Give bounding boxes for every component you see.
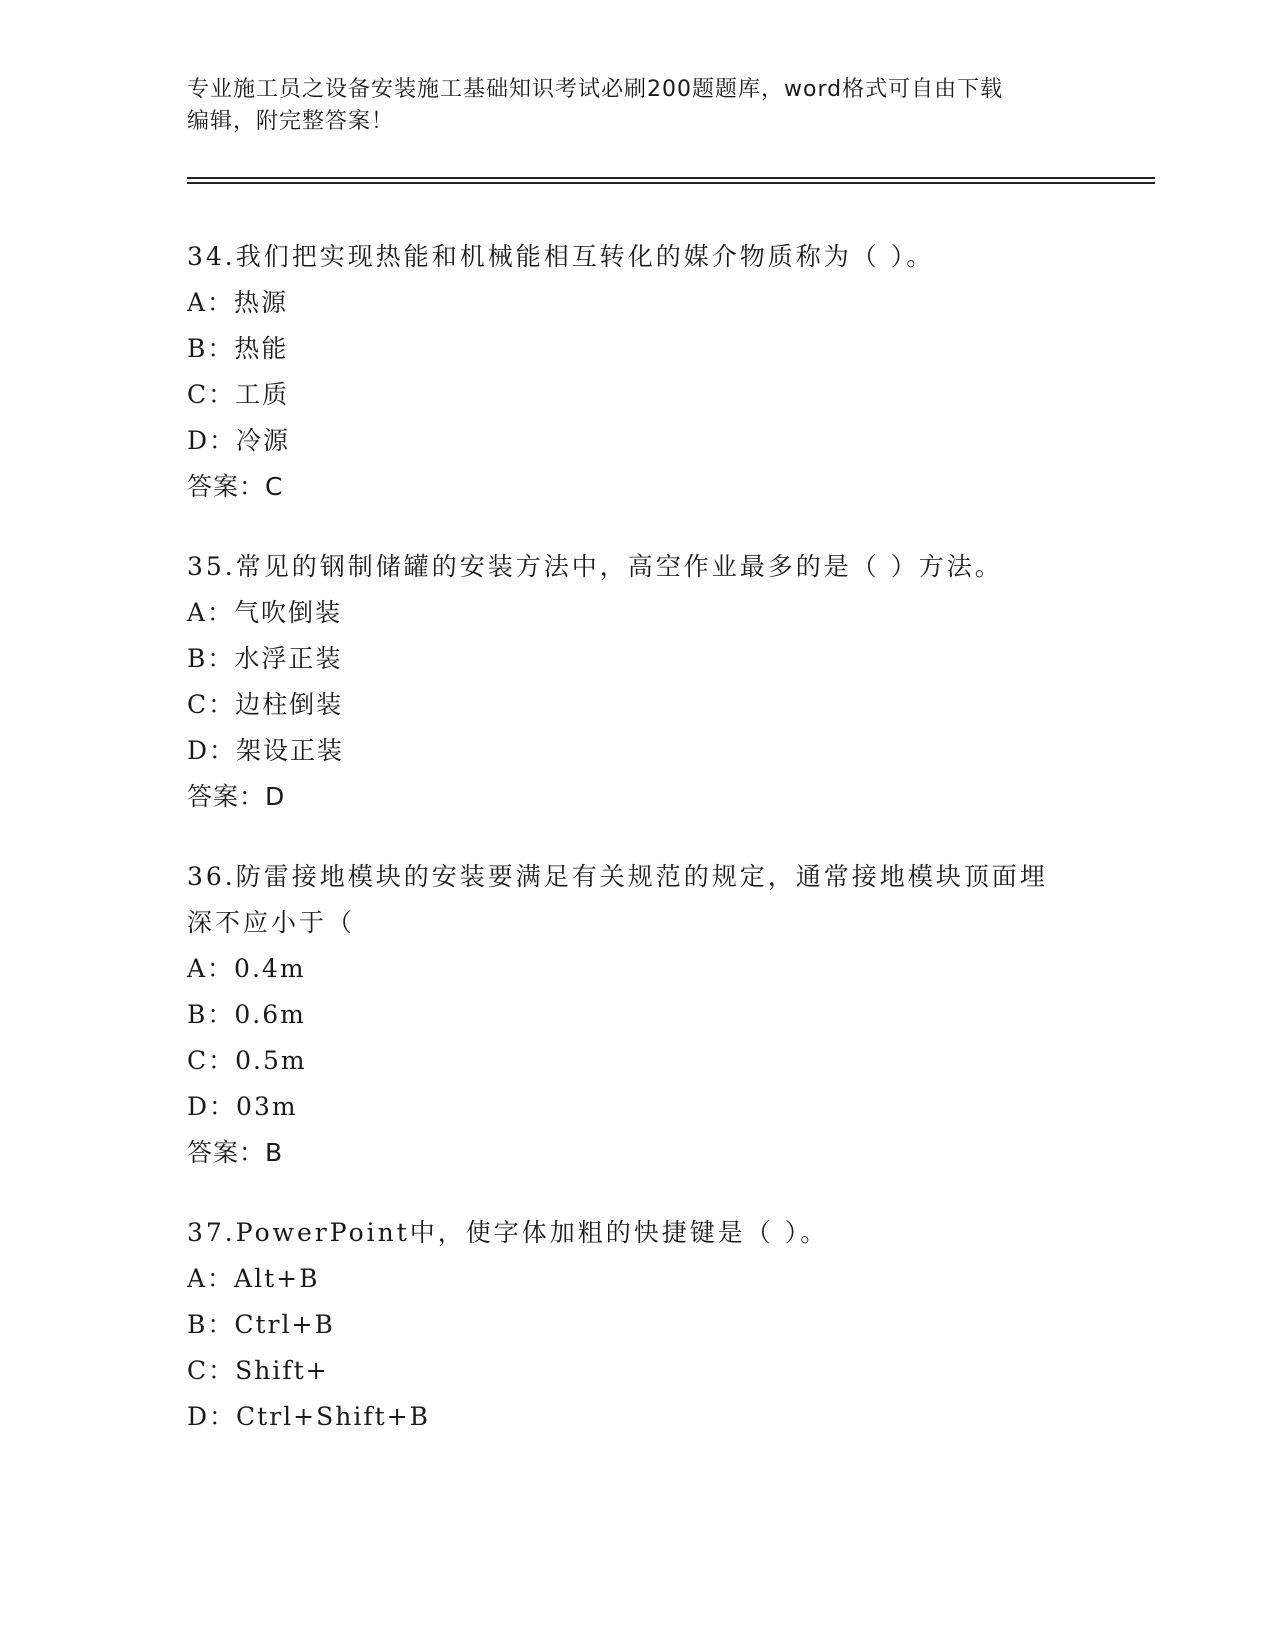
option-c: C：0.5m bbox=[187, 1046, 307, 1075]
option-a: A：热源 bbox=[187, 288, 289, 317]
question-stem: 37.PowerPoint中，使字体加粗的快捷键是（ ）。 bbox=[187, 1218, 829, 1247]
question-stem-line-1: 36.防雷接地模块的安装要满足有关规范的规定，通常接地模块顶面埋 bbox=[187, 862, 1048, 891]
option-a: A：Alt+B bbox=[187, 1264, 320, 1293]
option-c: C：工质 bbox=[187, 380, 290, 409]
answer-line: 答案：D bbox=[187, 782, 286, 811]
answer-line: 答案：C bbox=[187, 472, 284, 501]
option-b: B：0.6m bbox=[187, 1000, 306, 1029]
option-d: D：架设正装 bbox=[187, 736, 345, 765]
option-d: D：03m bbox=[187, 1092, 298, 1121]
header-line-1: 专业施工员之设备安装施工基础知识考试必刷200题题库，word格式可自由下载 bbox=[187, 77, 1004, 102]
header-divider-top bbox=[187, 177, 1155, 179]
question-list bbox=[187, 234, 1087, 1474]
option-d: D：冷源 bbox=[187, 426, 291, 455]
option-c: C：Shift+ bbox=[187, 1356, 329, 1385]
option-a: A：气吹倒装 bbox=[187, 598, 343, 627]
question-37 bbox=[187, 1210, 1087, 1440]
header-line-2: 编辑，附完整答案！ bbox=[187, 109, 395, 134]
option-b: B：Ctrl+B bbox=[187, 1310, 335, 1339]
option-a: A：0.4m bbox=[187, 954, 306, 983]
question-34 bbox=[187, 234, 1087, 510]
option-b: B：水浮正装 bbox=[187, 644, 343, 673]
header-divider-bottom bbox=[187, 182, 1155, 184]
option-c: C：边柱倒装 bbox=[187, 690, 344, 719]
document-header bbox=[187, 74, 1087, 138]
question-35 bbox=[187, 544, 1087, 820]
answer-line: 答案：B bbox=[187, 1138, 284, 1167]
option-d: D：Ctrl+Shift+B bbox=[187, 1402, 430, 1431]
option-b: B：热能 bbox=[187, 334, 289, 363]
question-stem: 34.我们把实现热能和机械能相互转化的媒介物质称为（ ）。 bbox=[187, 242, 935, 271]
question-stem-line-2: 深不应小于（ bbox=[187, 908, 356, 937]
question-stem: 35.常见的钢制储罐的安装方法中，高空作业最多的是（ ）方法。 bbox=[187, 552, 1003, 581]
question-36 bbox=[187, 854, 1087, 1176]
